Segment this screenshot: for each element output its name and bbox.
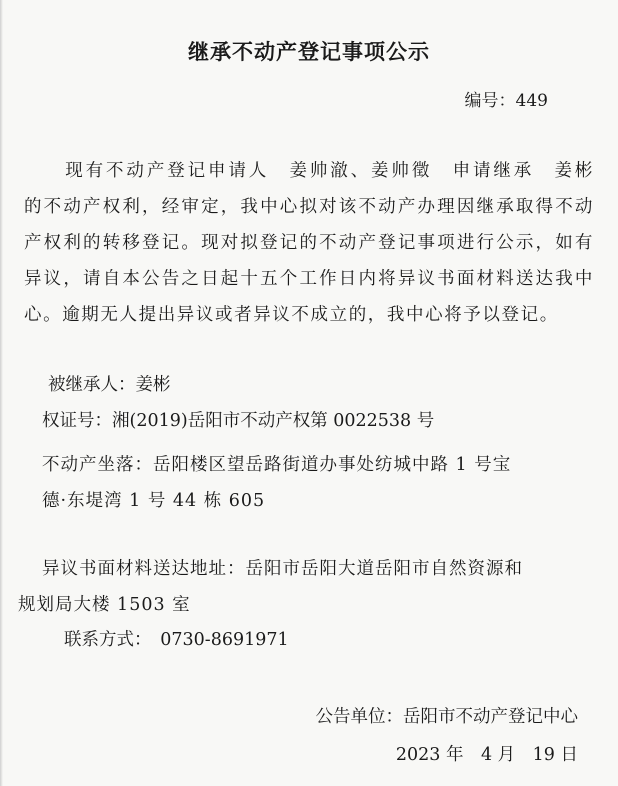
issuer-line: 公告单位：岳阳市不动产登记中心 — [315, 707, 578, 727]
body-intro: 现有不动产登记申请人 姜帅澈、姜帅徵 申请继承 姜彬 的不动产权利，经审定，我中心拟对该不动产办理因继承取得不动产权利的转移登记。现对拟登记的不动产登记事项进行公示，如有异议，请自本公告之日起十五个工作日内将异议书面材料送达我中心。逾期无人提出异议或者异议不成立的，我中心将予以登记。 — [24, 161, 614, 325]
contact-line: 联系方式： 0730-8691971 — [64, 630, 289, 650]
address-line-2: 规划局大楼 1503 室 — [18, 595, 191, 615]
location-line-1: 不动产坐落：岳阳楼区望岳路街道办事处纺城中路 1 号宝 — [42, 455, 512, 475]
document-number: 编号：449 — [464, 91, 548, 111]
deceased-line: 被继承人：姜彬 — [48, 375, 171, 395]
scan-edge — [0, 0, 3, 786]
location-block — [42, 447, 597, 519]
location-line-2: 德·东堤湾 1 号 44 栋 605 — [42, 491, 266, 511]
address-line-1: 异议书面材料送达地址：岳阳市岳阳大道岳阳市自然资源和 — [42, 559, 523, 579]
certificate-line: 权证号：湘(2019)岳阳市不动产权第 0022538 号 — [42, 411, 435, 431]
address-block — [18, 551, 594, 623]
document-title: 继承不动产登记事项公示 — [188, 40, 430, 64]
date-line: 2023 年 4 月 19 日 — [395, 745, 578, 765]
body-paragraph — [24, 153, 614, 333]
